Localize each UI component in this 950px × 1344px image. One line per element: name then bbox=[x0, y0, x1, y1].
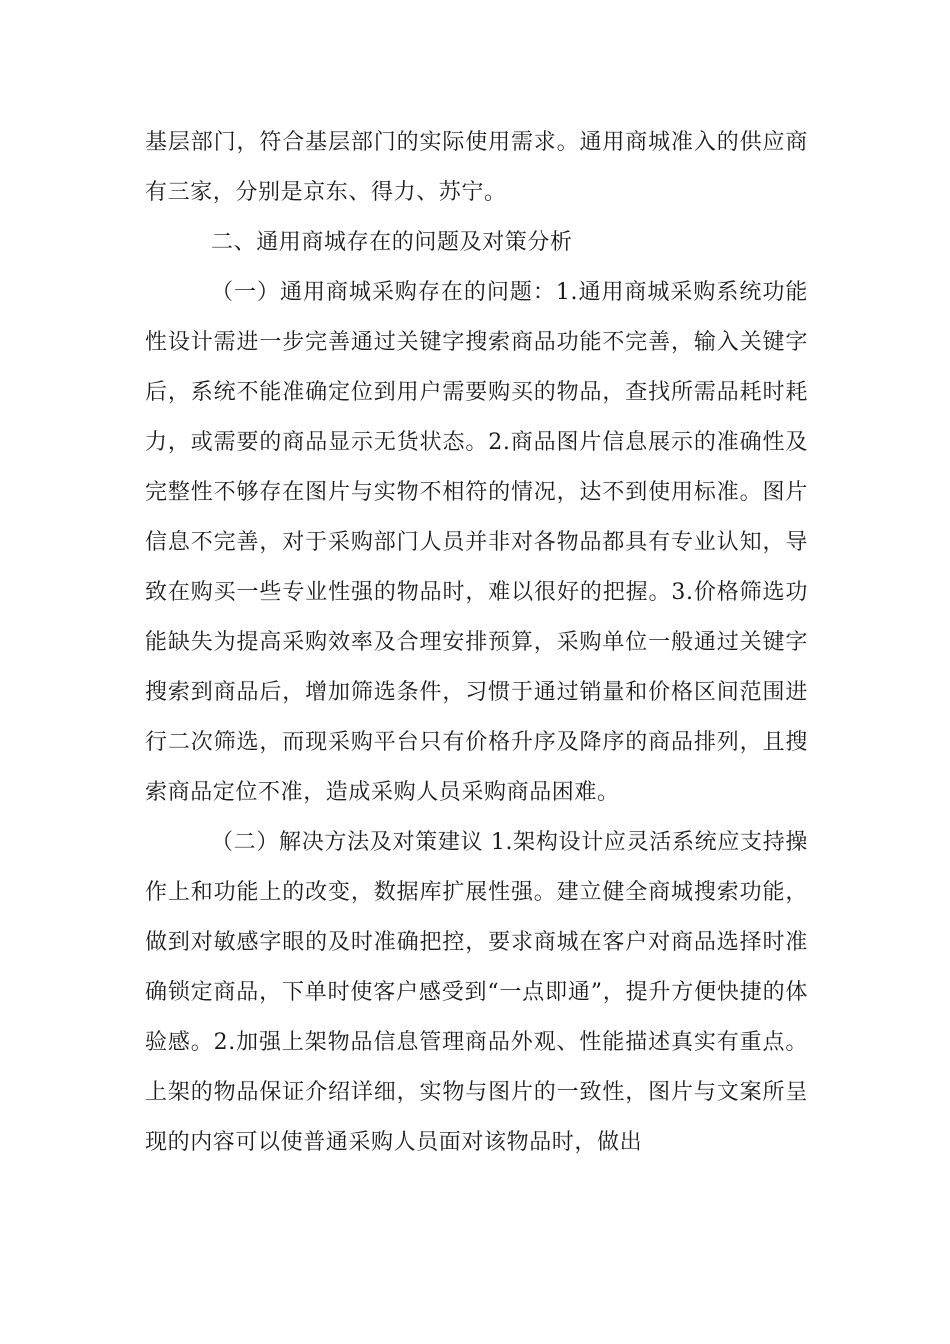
paragraph-problems: （一）通用商城采购存在的问题：1.通用商城采购系统功能性设计需进一步完善通过关键字搜索商品功能不完善，输入关键字后，系统不能准确定位到用户需要购买的物品，查找所需品耗时耗力，或需要的商品显示无货状态。2.商品图片信息展示的准确性及完整性不够存在图片与实物不相符的情况，达不到使用标准。图片信息不完善，对于采购部门人员并非对各物品都具有专业认知，导致在购买一些专业性强的物品时，难以很好的把握。3.价格筛选功能缺失为提高采购效率及合理安排预算，采购单位一般通过关键字搜索到商品后，增加筛选条件，习惯于通过销量和价格区间范围进行二次筛选，而现采购平台只有价格升序及降序的商品排列，且搜索商品定位不准，造成采购人员采购商品困难。 bbox=[145, 280, 808, 805]
section-heading: 二、通用商城存在的问题及对策分析 bbox=[211, 230, 573, 255]
paragraph-continuation: 基层部门，符合基层部门的实际使用需求。通用商城准入的供应商有三家，分别是京东、得力、苏宁。 bbox=[145, 130, 808, 205]
paragraph-solutions: （二）解决方法及对策建议 1.架构设计应灵活系统应支持操作上和功能上的改变，数据库扩展性强。建立健全商城搜索功能，做到对敏感字眼的及时准确把控，要求商城在客户对商品选择时准确锁定商品，下单时使客户感受到“一点即通”，提升方便快捷的体验感。2.加强上架物品信息管理商品外观、性能描述真实有重点。上架的物品保证介绍详细，实物与图片的一致性，图片与文案所呈现的内容可以使普通采购人员面对该物品时，做出 bbox=[145, 830, 808, 1155]
document-body bbox=[145, 118, 808, 1168]
